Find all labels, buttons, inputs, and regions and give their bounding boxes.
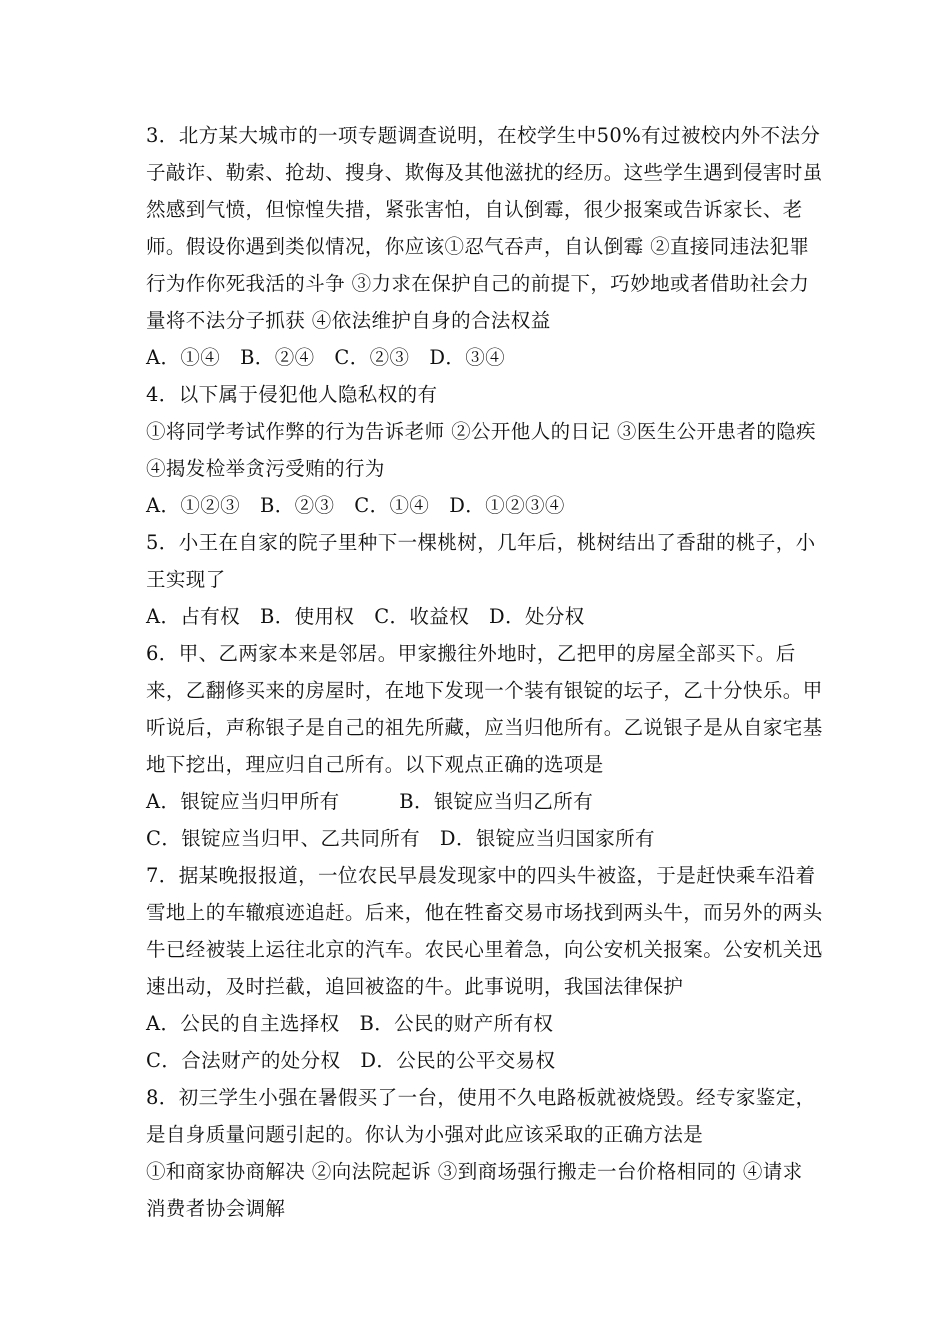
question-3-line-4: 师。假设你遇到类似情况，你应该①忍气吞声，自认倒霉 ②直接同违法犯罪 <box>146 235 810 258</box>
question-8-line-3: ①和商家协商解决 ②向法院起诉 ③到商场强行搬走一台价格相同的 ④请求 <box>146 1160 803 1183</box>
question-8-line-4: 消费者协会调解 <box>146 1197 286 1220</box>
question-3-line-2: 子敲诈、勒索、抢劫、搜身、欺侮及其他滋扰的经历。这些学生遇到侵害时虽 <box>146 161 823 184</box>
question-6-line-1: 6．甲、乙两家本来是邻居。甲家搬往外地时，乙把甲的房屋全部买下。后 <box>146 642 796 665</box>
question-6-options-cd: C．银锭应当归甲、乙共同所有 D．银锭应当归国家所有 <box>146 827 655 850</box>
question-5-options: A．占有权 B．使用权 C．收益权 D．处分权 <box>146 605 585 628</box>
question-3-options: A．①④ B．②④ C．②③ D．③④ <box>146 346 506 369</box>
question-7-line-4: 速出动，及时拦截，追回被盗的牛。此事说明，我国法律保护 <box>146 975 684 998</box>
question-7-options-ab: A．公民的自主选择权 B．公民的财产所有权 <box>146 1012 554 1035</box>
question-3-line-1: 3．北方某大城市的一项专题调查说明，在校学生中50%有过被校内外不法分 <box>146 124 821 147</box>
question-5-line-1: 5．小王在自家的院子里种下一棵桃树，几年后，桃树结出了香甜的桃子，小 <box>146 531 816 554</box>
question-5-line-2: 王实现了 <box>146 568 226 591</box>
question-6-options-ab: A．银锭应当归甲所有 B．银锭应当归乙所有 <box>146 790 594 813</box>
question-7-line-2: 雪地上的车辙痕迹追赶。后来，他在牲畜交易市场找到两头牛，而另外的两头 <box>146 901 823 924</box>
question-4-options: A．①②③ B．②③ C．①④ D．①②③④ <box>146 494 565 517</box>
question-8-line-2: 是自身质量问题引起的。你认为小强对此应该采取的正确方法是 <box>146 1123 704 1146</box>
question-6-line-3: 听说后，声称银子是自己的祖先所藏，应当归他所有。乙说银子是从自家宅基 <box>146 716 823 739</box>
question-3-line-6: 量将不法分子抓获 ④依法维护自身的合法权益 <box>146 309 551 332</box>
question-3-line-3: 然感到气愤，但惊惶失措，紧张害怕，自认倒霉，很少报案或告诉家长、老 <box>146 198 803 221</box>
question-3-line-5: 行为作你死我活的斗争 ③力求在保护自己的前提下，巧妙地或者借助社会力 <box>146 272 810 295</box>
question-8-line-1: 8．初三学生小强在暑假买了一台，使用不久电路板就被烧毁。经专家鉴定， <box>146 1086 816 1109</box>
question-6-line-2: 来，乙翻修买来的房屋时，在地下发现一个装有银锭的坛子，乙十分快乐。甲 <box>146 679 823 702</box>
question-7-line-1: 7．据某晚报报道，一位农民早晨发现家中的四头牛被盗，于是赶快乘车沿着 <box>146 864 816 887</box>
question-4-line-1: 4．以下属于侵犯他人隐私权的有 <box>146 383 438 406</box>
question-6-line-4: 地下挖出，理应归自己所有。以下观点正确的选项是 <box>146 753 604 776</box>
question-4-line-2: ①将同学考试作弊的行为告诉老师 ②公开他人的日记 ③医生公开患者的隐疾 <box>146 420 816 443</box>
question-7-options-cd: C．合法财产的处分权 D．公民的公平交易权 <box>146 1049 556 1072</box>
question-7-line-3: 牛已经被装上运往北京的汽车。农民心里着急，向公安机关报案。公安机关迅 <box>146 938 823 961</box>
question-4-line-3: ④揭发检举贪污受贿的行为 <box>146 457 385 480</box>
